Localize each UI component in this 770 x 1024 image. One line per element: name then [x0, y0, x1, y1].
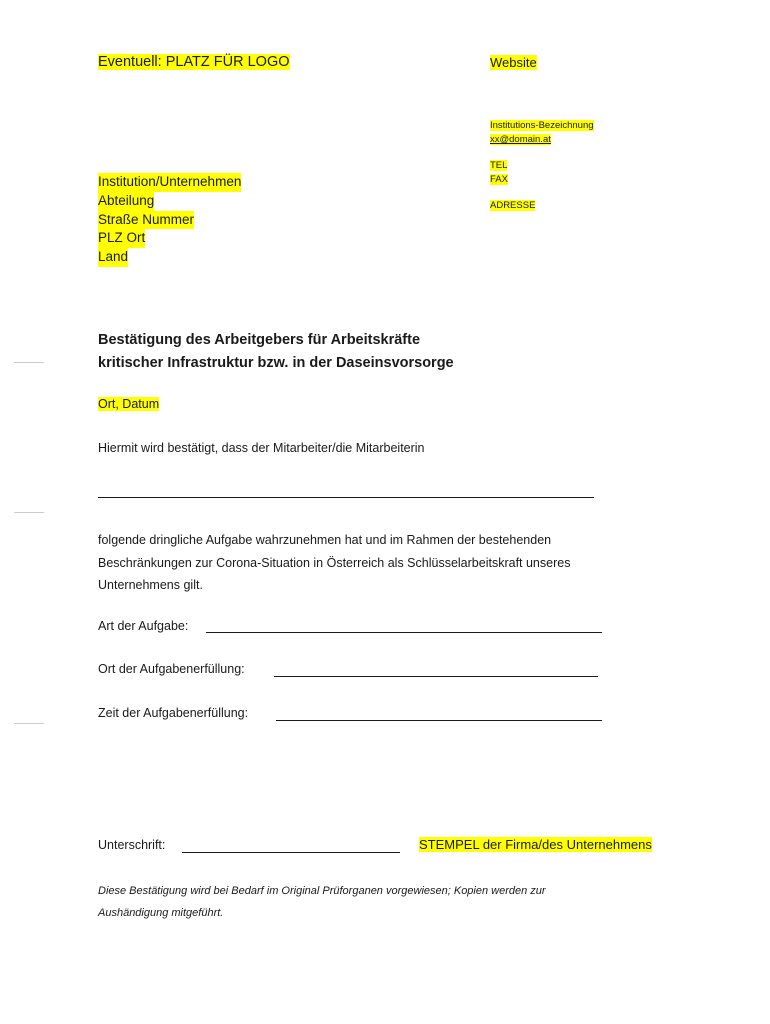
- paragraph-line-1: folgende dringliche Aufgabe wahrzunehmen hat und im Rahmen der bestehenden: [98, 533, 552, 547]
- task-time-label: Zeit der Aufgabenerfüllung:: [98, 706, 249, 720]
- recipient-line: Institution/Unternehmen: [98, 173, 241, 192]
- title-line-1: Bestätigung des Arbeitgebers für Arbeitskräfte: [98, 332, 421, 348]
- recipient-line: Straße Nummer: [98, 211, 194, 230]
- title-line-2: kritischer Infrastruktur bzw. in der Daseinsvorsorge: [98, 355, 454, 371]
- institution-contact: [490, 119, 594, 147]
- task-place-label: Ort der Aufgabenerfüllung:: [98, 662, 245, 676]
- document-title: [98, 329, 454, 375]
- signature-label: Unterschrift:: [98, 838, 166, 852]
- phone-fax: [490, 159, 508, 187]
- note-line-1: Diese Bestätigung wird bei Bedarf im Original Prüforganen vorgewiesen; Kopien werden zur: [98, 885, 546, 897]
- fax-text: FAX: [490, 174, 508, 185]
- address-text: ADRESSE: [490, 200, 536, 211]
- fold-mark-top: [14, 362, 44, 363]
- task-time-line[interactable]: [276, 720, 602, 721]
- logo-placeholder: Eventuell: PLATZ FÜR LOGO: [98, 54, 290, 70]
- address-block-header: [490, 199, 535, 213]
- signature-line[interactable]: [182, 852, 400, 853]
- paragraph-line-3: Unternehmens gilt.: [98, 578, 203, 592]
- task-type-line[interactable]: [206, 632, 602, 633]
- task-place-line[interactable]: [274, 676, 598, 677]
- task-type-label: Art der Aufgabe:: [98, 619, 189, 633]
- email-text: xx@domain.at: [490, 134, 551, 145]
- body-paragraph: [98, 529, 570, 597]
- recipient-line: PLZ Ort: [98, 229, 145, 248]
- recipient-line: Land: [98, 248, 128, 267]
- tel-text: TEL: [490, 160, 508, 171]
- intro-text: Hiermit wird bestätigt, dass der Mitarbeiter/die Mitarbeiterin: [98, 441, 425, 455]
- recipient-line: Abteilung: [98, 192, 154, 211]
- note-line-2: Aushändigung mitgeführt.: [98, 907, 224, 919]
- fold-mark-middle: [14, 512, 44, 513]
- website-text: Website: [490, 55, 537, 70]
- fold-mark-bottom: [14, 723, 44, 724]
- footnote: [98, 880, 546, 924]
- recipient-address: [98, 173, 241, 267]
- stamp-placeholder: STEMPEL der Firma/des Unternehmens: [419, 837, 652, 852]
- paragraph-line-2: Beschränkungen zur Corona-Situation in Österreich als Schlüsselarbeitskraft unseres: [98, 555, 571, 570]
- place-date: Ort, Datum: [98, 397, 160, 411]
- institution-name: Institutions-Bezeichnung: [490, 120, 594, 131]
- employee-name-line[interactable]: [98, 497, 594, 498]
